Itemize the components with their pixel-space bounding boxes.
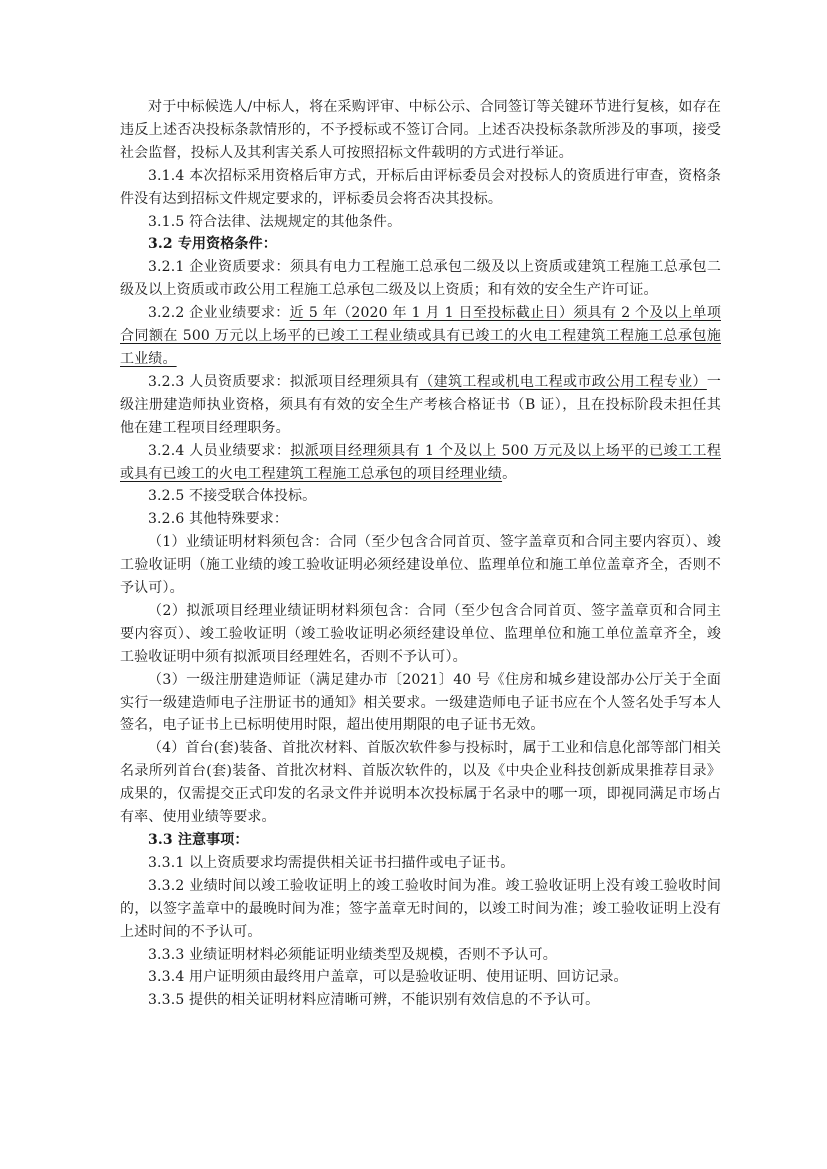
- underlined-text: 近 5 年（2020 年 1 月 1 日至投标截止日）须具有 2 个及以上单项合同额在 500 万元以上场平的已竣工工程业绩或具有已竣工的火电工程建筑工程施工总承包施工业绩。: [120, 305, 721, 367]
- body-paragraph: [120, 737, 721, 829]
- paragraph-text: 3.1.5 符合法律、法规规定的其他条件。: [148, 213, 402, 230]
- paragraph-text: （2）拟派项目经理业绩证明材料须包含：合同（至少包含合同首页、签字盖章页和合同主要内容页）、竣工验收证明（竣工验收证明必须经建设单位、监理单位和施工单位盖章齐全，竣工验收证明中须有拟派项目经理姓名，否则不予认可）。: [120, 602, 721, 665]
- body-paragraph: [120, 440, 721, 486]
- paragraph-text: 3.2.2 企业业绩要求：: [148, 305, 290, 322]
- paragraph-text: 对于中标候选人/中标人，将在采购评审、中标公示、合同签订等关键环节进行复核，如存在违反上述否决投标条款情形的，不予授标或不签订合同。上述否决投标条款所涉及的事项，接受社会监督，投标人及其利害关系人可按照招标文件载明的方式进行举证。: [120, 99, 721, 161]
- paragraph-text: 。: [502, 465, 517, 482]
- body-paragraph: [120, 371, 721, 440]
- paragraph-text: 3.3 注意事项：: [148, 832, 249, 848]
- paragraph-text: 3.2 专用资格条件：: [148, 236, 277, 253]
- paragraph-text: 3.3.2 业绩时间以竣工验收证明上的竣工验收时间为准。竣工验收证明上没有竣工验收时间的，以签字盖章中的最晚时间为准；签字盖章无时间的，以竣工时间为准；竣工验收证明上没有上述时间的不予认可。: [120, 877, 721, 940]
- paragraph-text: （3）一级注册建造师证（满足建办市〔2021〕40 号《住房和城乡建设部办公厅关于全面实行一级建造师电子注册证书的通知》相关要求。一级建造师电子证书应在个人签名处手写本人签名，电子证书上已标明使用时限，超出使用期限的电子证书无效。: [120, 671, 721, 734]
- body-paragraph: [120, 600, 721, 669]
- paragraph-text: 3.3.3 业绩证明材料必须能证明业绩类型及规模，否则不予认可。: [148, 946, 557, 963]
- body-paragraph: [120, 531, 721, 600]
- section-heading: [120, 233, 721, 256]
- body-paragraph: [120, 989, 721, 1012]
- body-paragraph: [120, 966, 721, 989]
- body-paragraph: [120, 256, 721, 302]
- body-paragraph: [120, 211, 721, 234]
- paragraph-text: 3.2.3 人员资质要求：拟派项目经理须具有: [148, 373, 420, 390]
- body-paragraph: [120, 852, 721, 875]
- paragraph-text: 3.3.5 提供的相关证明材料应清晰可辨，不能识别有效信息的不予认可。: [148, 992, 600, 1009]
- paragraph-text: 3.3.4 用户证明须由最终用户盖章，可以是验收证明、使用证明、回访记录。: [148, 969, 628, 986]
- paragraph-text: 3.2.1 企业资质要求：须具有电力工程施工总承包二级及以上资质或建筑工程施工总承包二级及以上资质或市政公用工程施工总承包二级及以上资质；和有效的安全生产许可证。: [120, 259, 721, 299]
- body-paragraph: [120, 165, 721, 211]
- body-paragraph: [120, 508, 721, 531]
- body-paragraph: [120, 944, 721, 967]
- paragraph-text: 一级注册建造师执业资格，须具有有效的安全生产考核合格证书（B 证），且在投标阶段未担任其他在建工程项目经理职务。: [120, 373, 721, 436]
- underlined-text: 拟派项目经理须具有 1 个及以上 500 万元及以上场平的已竣工工程或具有已竣工的火电工程建筑工程施工总承包的项目经理业绩: [120, 442, 721, 482]
- body-paragraph: [120, 875, 721, 944]
- paragraph-text: （4）首台(套)装备、首批次材料、首版次软件参与投标时，属于工业和信息化部等部门相关名录所列首台(套)装备、首批次材料、首版次软件的，以及《中央企业科技创新成果推荐目录》成果的，仅需提交正式印发的名录文件并说明本次投标属于名录中的哪一项，即视同满足市场占有率、使用业绩等要求。: [120, 740, 721, 826]
- underlined-text: （建筑工程或机电工程或市政公用工程专业）: [419, 373, 707, 390]
- section-heading: [120, 829, 721, 852]
- body-paragraph: [120, 485, 721, 508]
- paragraph-text: 3.2.4 人员业绩要求：: [148, 442, 291, 459]
- body-paragraph: [120, 302, 721, 371]
- paragraph-text: 3.2.6 其他特殊要求：: [148, 511, 289, 528]
- paragraph-text: （1）业绩证明材料须包含：合同（至少包含合同首页、签字盖章页和合同主要内容页）、竣工验收证明（施工业绩的竣工验收证明必须经建设单位、监理单位和施工单位盖章齐全，否则不予认可）。: [120, 534, 721, 597]
- body-paragraph: [120, 96, 721, 165]
- paragraph-text: 3.3.1 以上资质要求均需提供相关证书扫描件或电子证书。: [148, 854, 515, 871]
- paragraph-text: 3.2.5 不接受联合体投标。: [148, 488, 317, 505]
- body-paragraph: [120, 669, 721, 738]
- paragraph-text: 3.1.4 本次招标采用资格后审方式，开标后由评标委员会对投标人的资质进行审查，资格条件没有达到招标文件规定要求的，评标委员会将否决其投标。: [120, 167, 721, 207]
